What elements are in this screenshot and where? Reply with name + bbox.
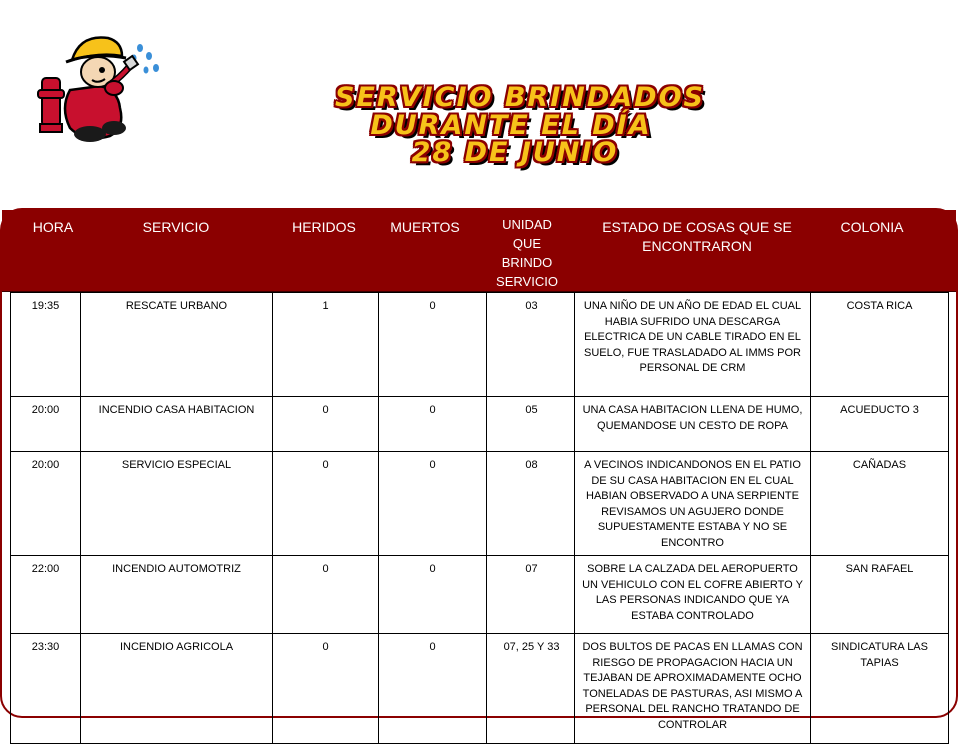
table-header-bar (2, 210, 956, 292)
services-table (10, 292, 949, 744)
cell-servicio: SERVICIO ESPECIAL (81, 452, 273, 556)
header-unidad (486, 215, 568, 291)
cell-colonia: CAÑADAS (811, 452, 949, 556)
cell-colonia: ACUEDUCTO 3 (811, 397, 949, 452)
header-unidad-line-1: UNIDAD (502, 217, 552, 232)
cell-hora: 20:00 (11, 397, 81, 452)
cell-unidad: 07 (487, 556, 575, 634)
cell-hora: 22:00 (11, 556, 81, 634)
header-unidad-line-2: QUE (512, 236, 542, 251)
cell-unidad: 08 (487, 452, 575, 556)
table-row (11, 556, 949, 634)
cell-estado: UNA NIÑO DE UN AÑO DE EDAD EL CUAL HABIA SUFRIDO UNA DESCARGA ELECTRICA DE UN CABLE TIRADO EN EL SUELO, FUE TRASLADADO AL IMMS POR PERSONAL DE CRM (575, 293, 811, 397)
cell-hora: 20:00 (11, 452, 81, 556)
cell-servicio: INCENDIO CASA HABITACION (81, 397, 273, 452)
cell-servicio: INCENDIO AGRICOLA (81, 634, 273, 744)
cell-heridos: 0 (273, 397, 379, 452)
table-row (11, 293, 949, 397)
cell-heridos: 0 (273, 556, 379, 634)
cell-estado: UNA CASA HABITACION LLENA DE HUMO, QUEMANDOSE UN CESTO DE ROPA (575, 397, 811, 452)
header-unidad-line-4: SERVICIO (496, 274, 558, 289)
cell-heridos: 0 (273, 634, 379, 744)
cell-colonia: SINDICATURA LAS TAPIAS (811, 634, 949, 744)
cell-muertos: 0 (379, 556, 487, 634)
cell-hora: 23:30 (11, 634, 81, 744)
cell-muertos: 0 (379, 397, 487, 452)
cell-muertos: 0 (379, 452, 487, 556)
cell-colonia: COSTA RICA (811, 293, 949, 397)
header-servicio: SERVICIO (142, 219, 210, 235)
services-panel (0, 208, 958, 731)
cell-unidad: 05 (487, 397, 575, 452)
table-row (11, 397, 949, 452)
cell-heridos: 0 (273, 452, 379, 556)
header-colonia: COLONIA (840, 219, 904, 235)
cell-muertos: 0 (379, 293, 487, 397)
cell-estado: DOS BULTOS DE PACAS EN LLAMAS CON RIESGO DE PROPAGACION HACIA UN TEJABAN DE APROXIMADAMENTE OCHO TONELADAS DE PASTURAS, ASI MISMO A PERSONAL DEL RANCHO TRATANDO DE CONTROLAR (575, 634, 811, 744)
header-muertos: MUERTOS (390, 219, 460, 235)
header-hora: HORA (32, 219, 74, 235)
cell-servicio: RESCATE URBANO (81, 293, 273, 397)
header-estado: ESTADO DE COSAS QUE SE ENCONTRARON (602, 219, 792, 254)
table-row (11, 634, 949, 744)
cell-unidad: 03 (487, 293, 575, 397)
table-row (11, 452, 949, 556)
title-line-2: DURANTE EL DÍA (370, 110, 652, 141)
cell-estado: A VECINOS INDICANDONOS EN EL PATIO DE SU CASA HABITACION EN EL CUAL HABIAN OBSERVADO A UNA SERPIENTE REVISAMOS UN AGUJERO DONDE SUPUESTAMENTE ESTABA Y NO SE ENCONTRO (575, 452, 811, 556)
cell-hora: 19:35 (11, 293, 81, 397)
cell-unidad: 07, 25 Y 33 (487, 634, 575, 744)
cell-estado: SOBRE LA CALZADA DEL AEROPUERTO UN VEHICULO CON EL COFRE ABIERTO Y LAS PERSONAS INDICANDO QUE YA ESTABA CONTROLADO (575, 556, 811, 634)
title-line-3: 28 DE JUNIO (411, 137, 619, 168)
title-line-1: SERVICIO BRINDADOS (335, 82, 705, 113)
cell-heridos: 1 (273, 293, 379, 397)
cell-colonia: SAN RAFAEL (811, 556, 949, 634)
header-heridos: HERIDOS (292, 219, 356, 235)
cell-servicio: INCENDIO AUTOMOTRIZ (81, 556, 273, 634)
header-unidad-line-3: BRINDO (501, 255, 553, 270)
cell-muertos: 0 (379, 634, 487, 744)
